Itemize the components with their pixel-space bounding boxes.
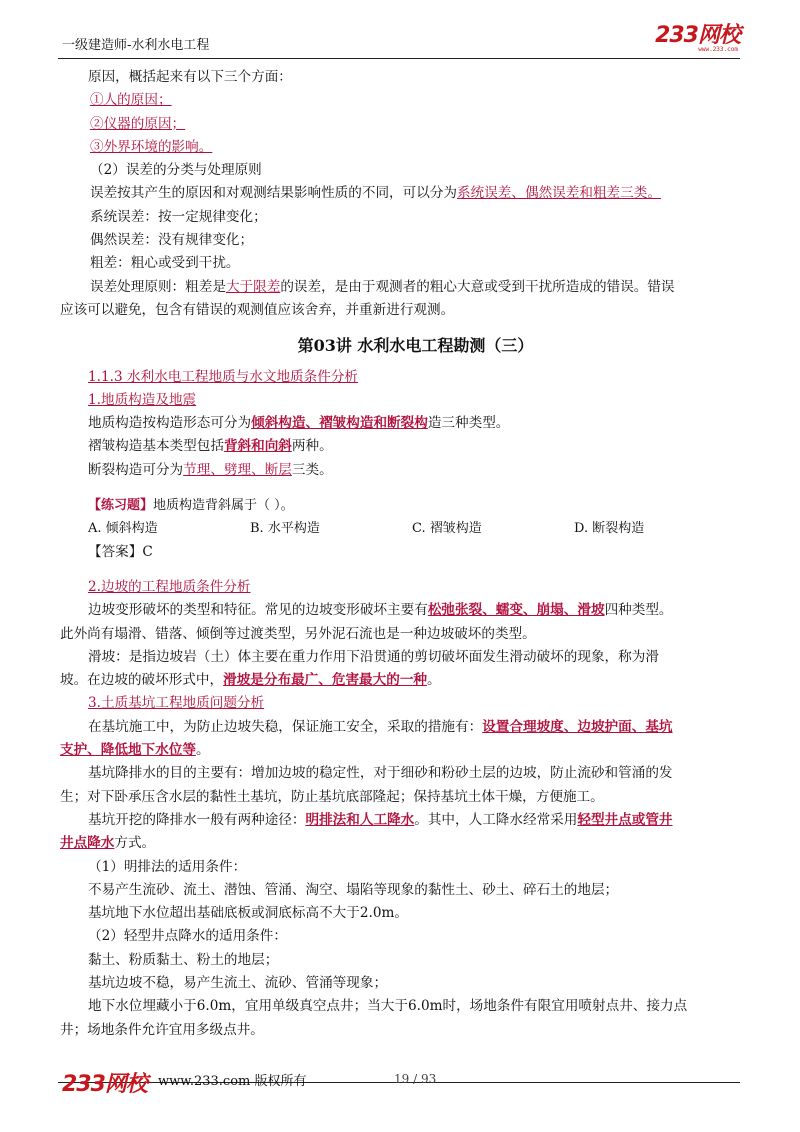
text-line: 系统误差：按一定规律变化； (90, 208, 267, 225)
text-line: 原因，概括起来有以下三个方面： (88, 69, 292, 85)
text-line: 支护、降低地下水位等。 (60, 742, 210, 759)
option-c: C. 褶皱构造 (412, 521, 482, 537)
text-line: 黏土、粉质黏土、粉土的地层； (88, 951, 279, 968)
text-line: 坡。在边坡的破坏形式中，滑坡是分布最广、危害最大的一种。 (60, 672, 441, 689)
footer-site: www.233.com 版权所有 (158, 1074, 307, 1089)
subsection-heading: 2.边坡的工程地质条件分析 (88, 578, 251, 595)
text-line: 基坑降排水的目的主要有：增加边坡的稳定性，对于细砂和粉砂土层的边坡，防止流砂和管涌的发 (88, 765, 673, 782)
text-line: 在基坑施工中，为防止边坡失稳，保证施工安全，采取的措施有：设置合理坡度、边坡护面、基坑 (88, 718, 673, 735)
text-line: 误差处理原则：粗差是大于限差的误差，是由于观测者的粗心大意或受到干扰所造成的错误。错误 (90, 278, 675, 295)
section-heading: 1.1.3 水利水电工程地质与水文地质条件分析 (88, 368, 359, 385)
text-line: 井；场地条件允许宜用多级点井。 (60, 1021, 264, 1038)
exercise-answer: 【答案】C (88, 543, 153, 560)
text-line: 地质构造按构造形态可分为倾斜构造、褶皱构造和断裂构造三种类型。 (88, 415, 510, 432)
text-line: 褶皱构造基本类型包括背斜和向斜两种。 (88, 438, 333, 455)
subsection-heading: 3.土质基坑工程地质问题分析 (88, 695, 265, 712)
page-header (58, 18, 740, 59)
header-title: 一级建造师-水利水电工程 (62, 38, 210, 53)
text-line: 基坑地下水位超出基础底板或洞底标高不大于2.0m。 (88, 905, 408, 922)
lecture-title: 第03讲 水利水电工程勘测（三） (297, 336, 534, 356)
option-d: D. 断裂构造 (574, 521, 645, 537)
document-body (60, 66, 743, 1042)
text-line: 基坑边坡不稳，易产生流土、流砂、管涌等现象； (88, 974, 388, 991)
text-line: ③外界环境的影响。 (90, 138, 213, 155)
brand-logo (640, 18, 740, 56)
logo-text: 233网校 (655, 23, 740, 48)
option-a: A. 倾斜构造 (88, 521, 158, 537)
text-line: 边坡变形破坏的类型和特征。常见的边坡变形破坏主要有松弛张裂、蠕变、崩塌、滑坡四种类型。 (88, 602, 673, 619)
footer-logo: 233网校 (62, 1072, 147, 1097)
text-line: 断裂构造可分为节理、劈理、断层三类。 (88, 461, 333, 478)
text-line: ①人的原因； (90, 92, 172, 109)
subsection-heading: 1.地质构造及地震 (88, 391, 197, 408)
text-line: 偶然误差：没有规律变化； (90, 232, 254, 249)
text-line: 地下水位埋藏小于6.0m，宜用单级真空点井；当大于6.0m时，场地条件有限宜用喷射点井、接力点 (88, 998, 688, 1015)
text-line: （2）误差的分类与处理原则 (90, 162, 262, 179)
text-line: （2）轻型井点降水的适用条件： (88, 928, 287, 945)
text-line: 粗差：粗心或受到干扰。 (90, 255, 240, 272)
logo-url: www.233.com (698, 46, 738, 53)
text-line: （1）明排法的适用条件： (88, 858, 247, 875)
text-line: 不易产生流砂、流土、潜蚀、管涌、淘空、塌陷等现象的黏性土、砂土、碎石土的地层； (88, 881, 619, 898)
exercise-options (88, 517, 743, 540)
text-line: 滑坡：是指边坡岩（土）体主要在重力作用下沿贯通的剪切破坏面发生滑动破坏的现象，称为滑 (88, 648, 659, 665)
option-b: B. 水平构造 (250, 521, 320, 537)
text-line: 井点降水方式。 (60, 835, 156, 852)
exercise-question: 【练习题】地质构造背斜属于（ ）。 (88, 498, 294, 514)
text-line: 此外尚有塌滑、错落、倾倒等过渡类型，另外泥石流也是一种边坡破坏的类型。 (60, 625, 536, 642)
text-line: 基坑开挖的降排水一般有两种途径：明排法和人工降水。其中，人工降水经常采用轻型井点或管井 (88, 811, 673, 828)
page-number: 19 / 93 (394, 1072, 437, 1086)
page-footer (58, 1072, 740, 1109)
text-line: ②仪器的原因； (90, 115, 186, 132)
text-line: 应该可以避免，包含有错误的观测值应该舍弃，并重新进行观测。 (60, 301, 455, 318)
text-line: 误差按其产生的原因和对观测结果影响性质的不同，可以分为系统误差、偶然误差和粗差三类。 (90, 185, 661, 202)
text-line: 生；对下卧承压含水层的黏性土基坑，防止基坑底部隆起；保持基坑土体干燥，方便施工。 (60, 788, 604, 805)
